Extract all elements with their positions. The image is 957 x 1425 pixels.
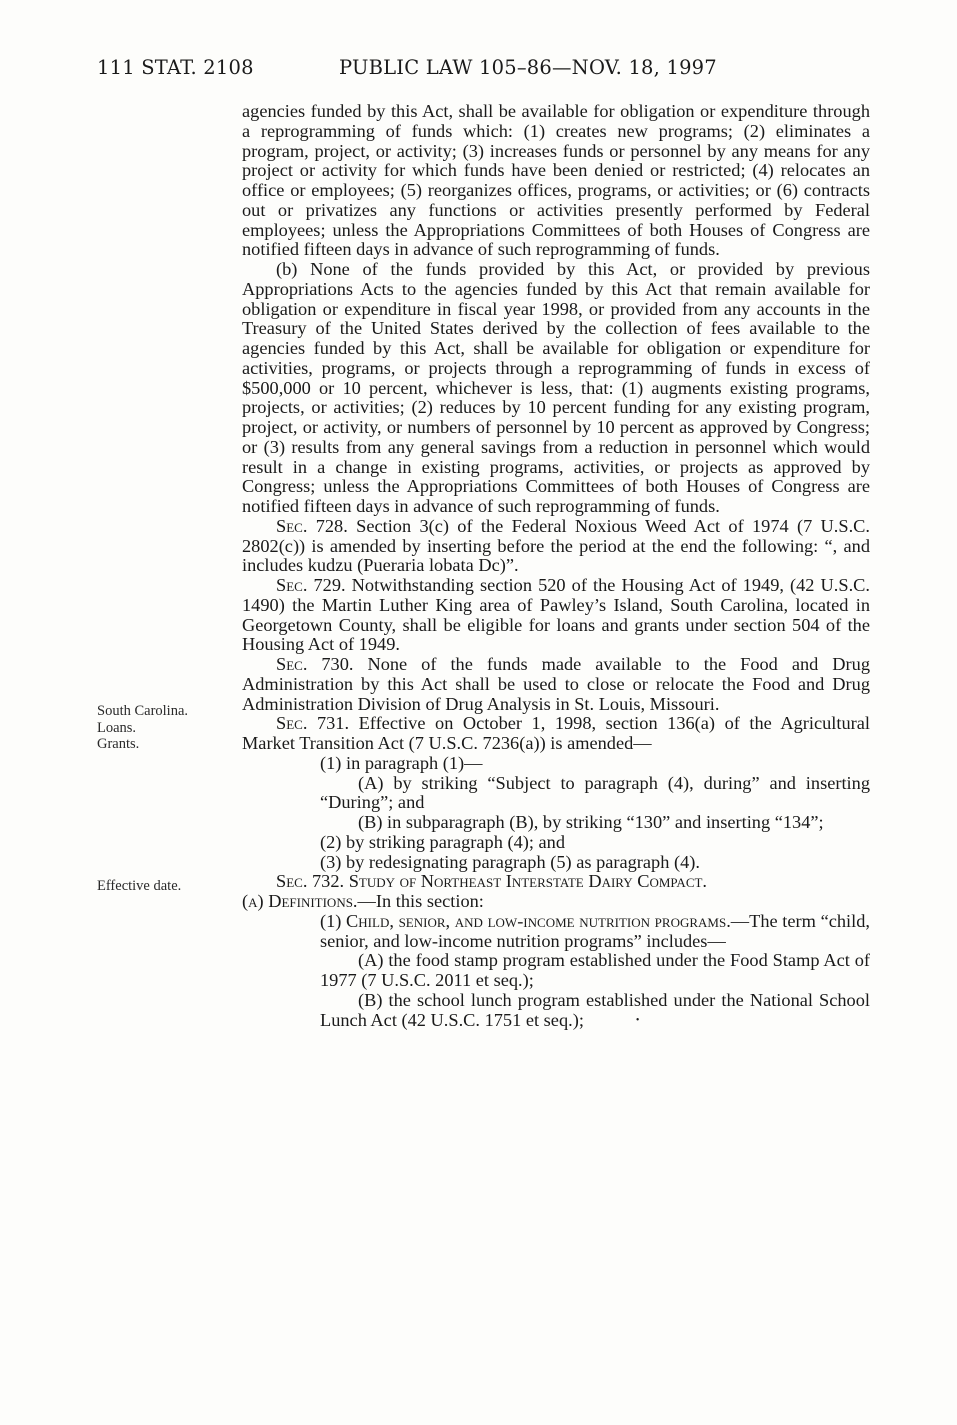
- section-731-paragraph-3: (3) by redesignating paragraph (5) as paragraph (4).: [320, 851, 700, 872]
- section-731-subparagraph-a: (A) by striking “Subject to paragraph (4), during” and inserting “During”; and: [320, 772, 870, 813]
- section-732-subsection-a: [242, 892, 870, 912]
- section-731-paragraph-2: (2) by striking paragraph (4); and: [320, 831, 566, 852]
- margin-note-south-carolina: South Carolina.: [97, 703, 189, 719]
- section-732-paragraph-1: [242, 912, 870, 952]
- margin-note-effective-date: Effective date.: [97, 878, 182, 894]
- margin-note-loans: Loans.: [97, 720, 137, 736]
- section-728-text: Section 3(c) of the Federal Noxious Weed Act of 1974 (7 U.S.C. 2802(c)) is amended by inserting before the period at the end the following: “, and includes kudzu (Pueraria lobata Dc)”.: [242, 515, 870, 576]
- paragraph-subsection-b: (b) None of the funds provided by this Act, or provided by previous Appropriations Acts to the agencies funded by this Act that remain available for obligation or expenditure in fiscal year 1998, or provided from any accounts in the Treasury of the United States derived by the collection of fees available to the agencies funded by this Act, shall be available for obligation or expenditure for activities, programs, or projects through a reprogramming of funds in excess of $500,000 or 10 percent, whichever is less, that: (1) augments existing programs, projects, or activities; (2) reduces by 10 percent funding for any existing program, project, or activity, or numbers of personnel by 10 percent as approved by Congress; or (3) results from any general savings from a reduction in personnel which would result in a change in existing programs, activities, or projects as approved by Congress; unless the Appropriations Committees of both Houses of Congress are notified fifteen days in advance of such reprogramming of funds.: [242, 259, 870, 516]
- section-732-label: Sec. 732.: [276, 871, 345, 892]
- section-731-paragraph-1: (1) in paragraph (1)—: [320, 752, 483, 773]
- section-732-subparagraph-a: (A) the food stamp program established under the Food Stamp Act of 1977 (7 U.S.C. 2011 et seq.);: [320, 950, 870, 990]
- section-732-1-label: (1) Child, senior, and low-income nutrition programs.: [320, 910, 731, 931]
- section-728-label: Sec. 728.: [276, 515, 348, 536]
- section-729-text: Notwithstanding section 520 of the Housing Act of 1949, (42 U.S.C. 1490) the Martin Luther King area of Pawley’s Island, South Carolina, located in Georgetown County, shall be eligible for loans and grants under section 504 of the Housing Act of 1949.: [242, 575, 870, 655]
- section-732-subparagraph-b: [242, 991, 870, 1031]
- section-728: [242, 517, 870, 576]
- statute-page-number: 111 STAT. 2108: [97, 56, 254, 79]
- section-732-title: Study of Northeast Interstate Dairy Compact.: [348, 871, 708, 892]
- paragraph-continuation: agencies funded by this Act, shall be available for obligation or expenditure through a reprogramming of funds which: (1) creates new programs; (2) eliminates a program, project, or activity; (3) increases funds or personnel by any means for any project or activity for which funds have been denied or restricted; (4) relocates an office or employees; (5) reorganizes offices, programs, or activities; or (6) contracts out or privatizes any functions or activities presently performed by Federal employees; unless the Appropriations Committees of both Houses of Congress are notified fifteen days in advance of such reprogramming of funds.: [242, 101, 870, 260]
- section-729-label: Sec. 729.: [276, 575, 346, 595]
- section-732-subparagraph-b-text: (B) the school lunch program established under the National School Lunch Act (42 U.S.C. 1751 et seq.);: [320, 989, 870, 1030]
- section-729: [242, 576, 870, 655]
- section-731-text: Effective on October 1, 1998, section 136(a) of the Agricultural Market Transition Act (7 U.S.C. 7236(a)) is amended—: [242, 713, 870, 753]
- section-732-heading: [242, 872, 870, 892]
- section-730-label: Sec. 730.: [276, 654, 354, 674]
- section-731-subparagraph-b: (B) in subparagraph (B), by striking “130” and inserting “134”;: [358, 812, 824, 832]
- public-law-citation: PUBLIC LAW 105–86—NOV. 18, 1997: [339, 56, 717, 79]
- section-731-label: Sec. 731.: [276, 713, 350, 734]
- bullet-dot-icon: •: [635, 1015, 640, 1027]
- law-text-body: [242, 102, 870, 1031]
- section-731: [242, 714, 870, 754]
- section-732-1-text: —The term “child, senior, and low-income nutrition programs” includes—: [320, 910, 870, 951]
- section-730-text: None of the funds made available to the Food and Drug Administration by this Act shall be used to close or relocate the Food and Drug Administration Division of Drug Analysis in St. Louis, Missouri.: [242, 654, 870, 714]
- section-730: [242, 655, 870, 714]
- section-732-a-label: (a) Definitions.: [242, 891, 358, 911]
- section-732-a-text: —In this section:: [357, 891, 484, 911]
- page-header: [97, 56, 757, 86]
- margin-note-grants: Grants.: [97, 736, 140, 752]
